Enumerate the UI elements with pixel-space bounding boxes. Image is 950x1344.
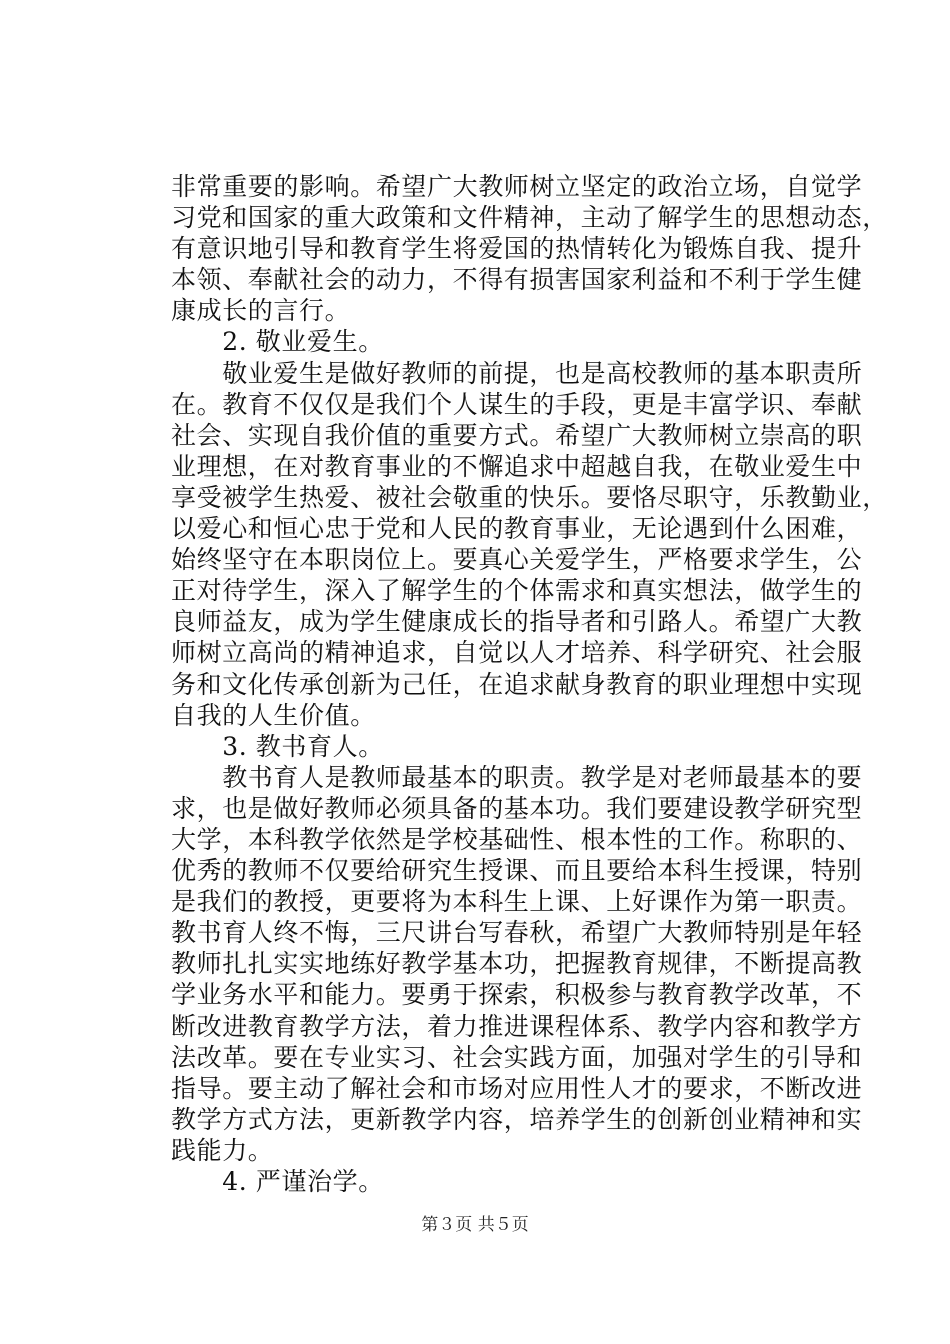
text-line: 指导。要主动了解社会和市场对应用性人才的要求，不断改进 bbox=[171, 1073, 863, 1103]
text-line: 良师益友，成为学生健康成长的指导者和引路人。希望广大教 bbox=[171, 607, 863, 637]
text-line: 师树立高尚的精神追求，自觉以人才培养、科学研究、社会服 bbox=[171, 638, 863, 668]
text-line: 享受被学生热爱、被社会敬重的快乐。要恪尽职守，乐教勤业， bbox=[171, 482, 888, 512]
text-line: 学业务水平和能力。要勇于探索，积极参与教育教学改革，不 bbox=[171, 980, 863, 1010]
text-line: 教学方式方法，更新教学内容，培养学生的创新创业精神和实 bbox=[171, 1104, 863, 1134]
text-line: 业理想，在对教育事业的不懈追求中超越自我，在敬业爱生中 bbox=[171, 451, 863, 481]
text-line: 务和文化传承创新为己任，在追求献身教育的职业理想中实现 bbox=[171, 669, 863, 699]
text-line: 断改进教育教学方法，着力推进课程体系、教学内容和教学方 bbox=[171, 1011, 863, 1041]
text-line: 在。教育不仅仅是我们个人谋生的手段，更是丰富学识、奉献 bbox=[171, 389, 863, 419]
text-line: 优秀的教师不仅要给研究生授课、而且要给本科生授课，特别 bbox=[171, 856, 863, 886]
text-line: 习党和国家的重大政策和文件精神，主动了解学生的思想动态， bbox=[171, 203, 888, 233]
text-line: 本领、奉献社会的动力，不得有损害国家利益和不利于学生健 bbox=[171, 265, 863, 295]
text-line: 大学，本科教学依然是学校基础性、根本性的工作。称职的、 bbox=[171, 824, 863, 854]
text-line: 教书育人是教师最基本的职责。教学是对老师最基本的要 bbox=[171, 762, 863, 792]
section-heading: 3. 教书育人。 bbox=[171, 731, 384, 761]
text-line: 是我们的教授，更要将为本科生上课、上好课作为第一职责。 bbox=[171, 887, 863, 917]
page-number-label: 第３页 共５页 bbox=[421, 1215, 529, 1235]
section-heading: 4. 严谨治学。 bbox=[171, 1167, 384, 1196]
text-line: 有意识地引导和教育学生将爱国的热情转化为锻炼自我、提升 bbox=[171, 234, 863, 264]
page-footer bbox=[0, 1213, 950, 1237]
text-line: 正对待学生，深入了解学生的个体需求和真实想法，做学生的 bbox=[171, 576, 863, 606]
text-line: 教书育人终不悔，三尺讲台写春秋，希望广大教师特别是年轻 bbox=[171, 918, 863, 948]
document-body bbox=[171, 171, 888, 1197]
text-line: 法改革。要在专业实习、社会实践方面，加强对学生的引导和 bbox=[171, 1042, 863, 1072]
text-line: 康成长的言行。 bbox=[171, 296, 351, 326]
text-line: 教师扎扎实实地练好教学基本功，把握教育规律，不断提高教 bbox=[171, 949, 863, 979]
text-line: 社会、实现自我价值的重要方式。希望广大教师树立崇高的职 bbox=[171, 420, 863, 450]
text-line: 以爱心和恒心忠于党和人民的教育事业，无论遇到什么困难， bbox=[171, 514, 863, 544]
text-line: 自我的人生价值。 bbox=[171, 700, 376, 730]
text-line: 践能力。 bbox=[171, 1135, 274, 1165]
text-line: 求，也是做好教师必须具备的基本功。我们要建设教学研究型 bbox=[171, 793, 863, 823]
section-heading: 2. 敬业爱生。 bbox=[171, 327, 384, 357]
text-line: 敬业爱生是做好教师的前提，也是高校教师的基本职责所 bbox=[171, 358, 863, 388]
text-line: 始终坚守在本职岗位上。要真心关爱学生，严格要求学生，公 bbox=[171, 545, 863, 575]
text-line: 非常重要的影响。希望广大教师树立坚定的政治立场，自觉学 bbox=[171, 172, 863, 201]
